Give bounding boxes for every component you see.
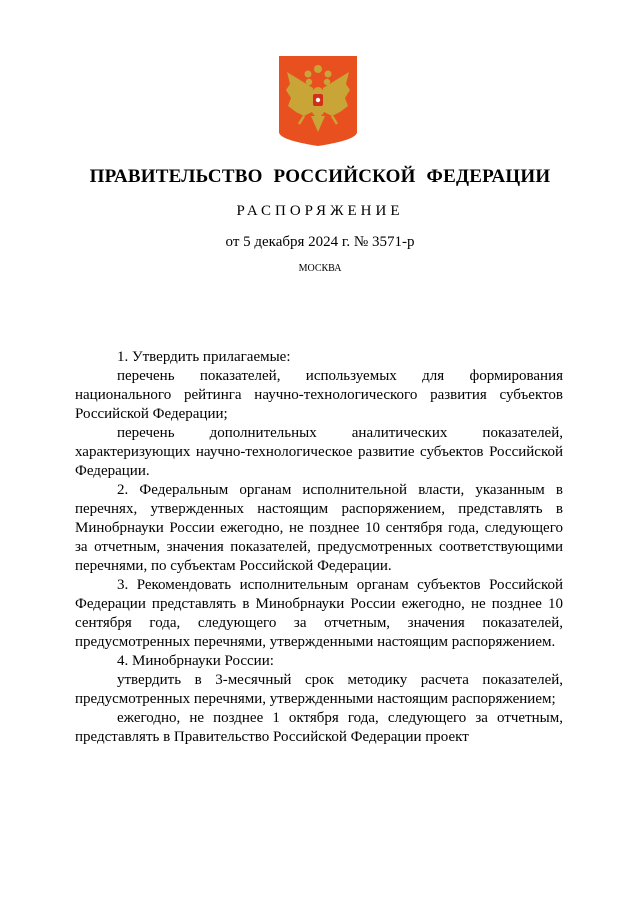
paragraph-item-2: 2. Федеральным органам исполнительной власти, указанным в перечнях, утвержденных настоящим распоряжением, представлять в Минобрнауки России ежегодно, не позднее 10 сентября года, следующего за отчетным, значения показателей, предусмотренных соответствующими перечнями, по субъектам Российской Федерации. <box>75 482 563 574</box>
paragraph-list-item: утвердить в 3-месячный срок методику расчета показателей, предусмотренных перечнями, утвержденными настоящим распоряжением; <box>75 672 563 707</box>
document-city: МОСКВА <box>298 263 342 274</box>
government-title: ПРАВИТЕЛЬСТВО РОССИЙСКОЙ ФЕДЕРАЦИИ <box>89 166 551 187</box>
document-body <box>75 348 563 747</box>
paragraph-item-3: 3. Рекомендовать исполнительным органам субъектов Российской Федерации представлять в Минобрнауки России ежегодно, не позднее 10 сентября года, следующего за отчетным, значения показателей, предусмотренных перечнями, утвержденными настоящим распоряжением. <box>75 577 563 650</box>
document-date-number: от 5 декабря 2024 г. № 3571-р <box>225 234 415 250</box>
paragraph-list-item: перечень дополнительных аналитических показателей, характеризующих научно-технологическое развитие субъектов Российской Федерации. <box>75 425 563 479</box>
coat-of-arms-icon <box>277 56 359 146</box>
document-type: РАСПОРЯЖЕНИЕ <box>236 203 404 219</box>
paragraph-list-item: перечень показателей, используемых для формирования национального рейтинга научно-технологического развития субъектов Российской Федерации; <box>75 368 563 422</box>
paragraph-item-4: 4. Минобрнауки России: <box>117 653 274 669</box>
paragraph-item-1: 1. Утвердить прилагаемые: <box>117 349 291 365</box>
paragraph-list-item: ежегодно, не позднее 1 октября года, следующего за отчетным, представлять в Правительство Российской Федерации проект <box>75 710 563 745</box>
